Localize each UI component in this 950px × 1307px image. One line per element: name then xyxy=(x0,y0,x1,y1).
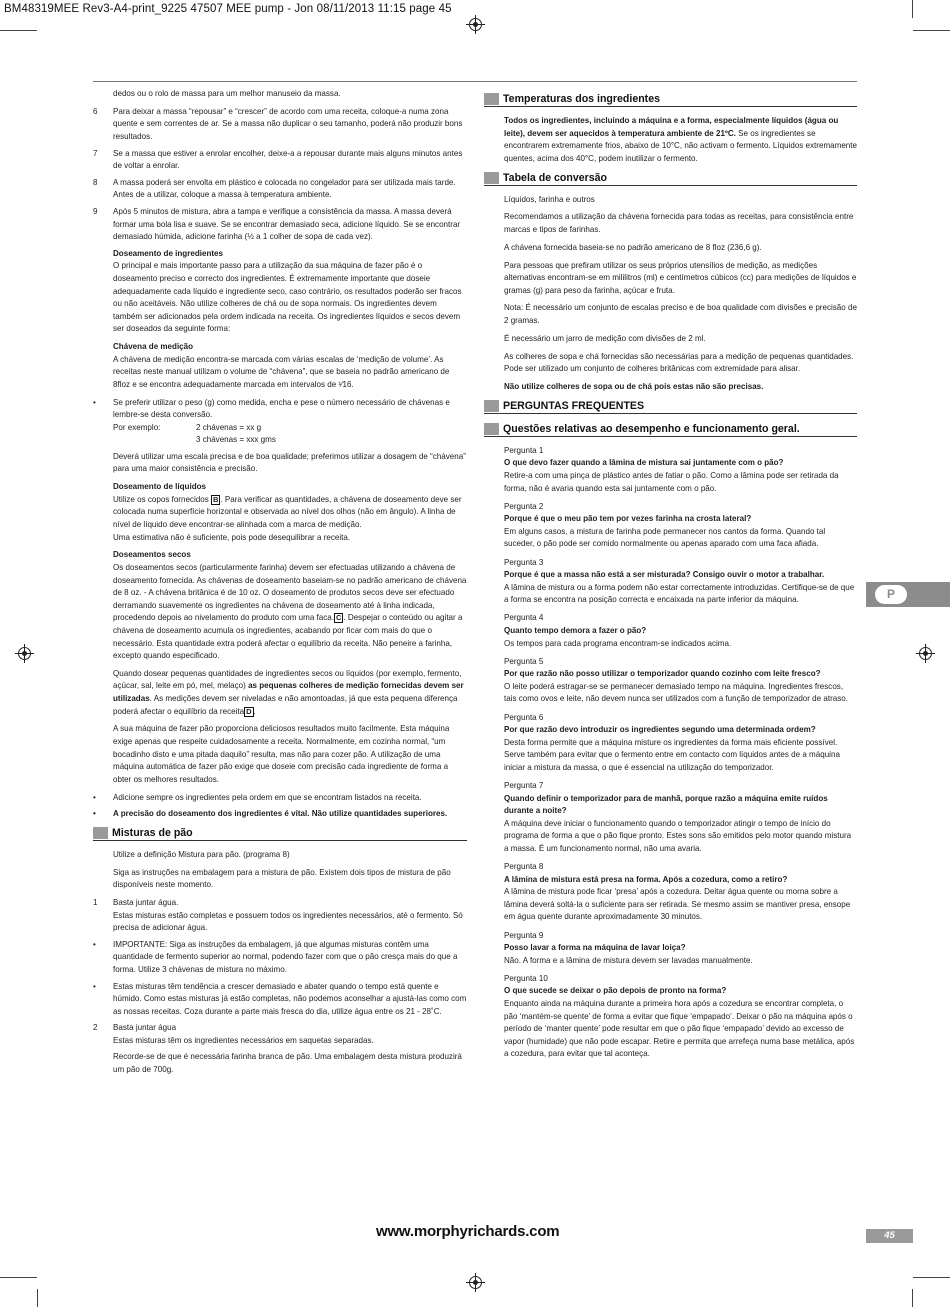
crop-mark xyxy=(913,1277,950,1278)
faq-label: Pergunta 3 xyxy=(504,557,544,567)
crop-mark xyxy=(912,0,913,18)
example-label: Por exemplo: xyxy=(113,422,161,432)
section-heading: PERGUNTAS FREQUENTES xyxy=(484,399,857,414)
paragraph: Siga as instruções na embalagem para a mistura de pão. Existem dois tipos de mistura de pão disponíveis neste momento. xyxy=(113,867,451,890)
faq-answer: A lâmina de mistura pode ficar ‘presa’ após a cozedura. Deitar água quente ou morna sobre a lâmina deverá soltá-la o suficiente para ser retirada. Se mesmo assim se mantiver presa, ensope em água quente durante aproximadamente 30 minutos. xyxy=(504,887,851,922)
paragraph: Utilize os copos fornecidos B . Para verificar as quantidades, a chávena de doseamento deve ser colocada numa superfície horizontal e observada ao nível dos olhos (não em ângulo). A linha de nível de líquido deve encontrar-se alinhada com a marca de medição. Uma estimativa não é suficiente, pois pode desequilibrar a receita. xyxy=(113,494,462,542)
paragraph: Nota: É necessário um conjunto de escalas preciso e de boa qualidade com divisões e precisão de 2 gramas. xyxy=(504,303,857,326)
crop-mark xyxy=(0,30,37,31)
faq-label: Pergunta 9 xyxy=(504,930,544,940)
crop-mark xyxy=(0,1277,37,1278)
paragraph: A sua máquina de fazer pão proporciona deliciosos resultados muito facilmente. Esta máquina exige apenas que respeite cuidadosamente a receita. Normalmente, em cozinha normal, “um bocadinho disto e uma pitada daquilo” resulta, mas não para cozer pão. A utilização de uma máquina automática de fazer pão exige que doseie com precisão cada ingrediente de forma a obter os melhores resultados. xyxy=(113,724,450,784)
numbered-item: 9 Após 5 minutos de mistura, abra a tampa e verifique a consistência da massa. A massa deverá formar uma bola lisa e suave. Se se encontrar demasiado seca, adicione líquido. Se se encontrar demasiado húmida, adicione farinha (½ a 1 colher de sopa de cada vez). xyxy=(93,206,461,242)
faq-label: Pergunta 7 xyxy=(504,781,544,791)
faq-item xyxy=(504,780,857,856)
bullet-item: • Adicione sempre os ingredientes pela ordem em que se encontram listados na receita. xyxy=(93,792,422,802)
faq-question: Porque é que o meu pão tem por vezes farinha na crosta lateral? xyxy=(504,514,752,524)
faq-answer: A lâmina de mistura ou a forma podem não estar correctamente introduzidas. Certifique-se de que a forma se encontra na posição correcta e encaixada na parte inferior da máquina. xyxy=(504,582,855,605)
faq-question: O que sucede se deixar o pão depois de pronto na forma? xyxy=(504,986,727,996)
paragraph: Todos os ingredientes, incluindo a máquina e a forma, especialmente líquidos (água ou leite), devem ser aquecidos à temperatura ambiente de 21ºC. Se os ingredientes se encontrarem extremamente frios, abaixo de 10°C, não activam o fermento. Líquidos extremamente quentes, acima dos 40°C, podem inutilizar o fermento. xyxy=(504,116,857,163)
page-number: 45 xyxy=(866,1229,913,1243)
section-heading: Tabela de conversão xyxy=(484,171,857,186)
paragraph: Os doseamentos secos (particularmente farinha) devem ser efectuadas utilizando a chávena de doseamento fornecida. As chávenas de doseamento baseiam-se no padrão americano de chávena de 8 oz. - A chávena britânica é de 10 oz. O doseamento de produtos secos deve ser efectuado derramando suavemente os ingredientes na chávena de doseamento até à linha indicada, procedendo depois ao nivelamento do produto com uma faca. C . Despejar o conteúdo ou agitar a chávena de doseamento acumula os ingredientes, acabando por ficar com mais do que o necessário. Esta quantidade extra poderá afectar o equilíbrio da receita. Não peneire a farinha, excepto quando especificado. xyxy=(113,562,467,661)
faq-answer: Em alguns casos, a mistura de farinha pode permanecer nos cantos da forma. Quando tal suceder, o pão pode ser comido normalmente ou apenas aparado com uma faca afiada. xyxy=(504,526,826,549)
paragraph: Recomendamos a utilização da chávena fornecida para todas as receitas, para consistência entre marcas e tipos de farinhas. xyxy=(504,212,854,234)
section-heading: Questões relativas ao desempenho e funcionamento geral. xyxy=(484,422,857,437)
paragraph: Deverá utilizar uma escala precisa e de boa qualidade; preferimos utilizar a dosagem de “chávena” para uma maior consistência e precisão. xyxy=(113,451,466,474)
paragraph: dedos ou o rolo de massa para um melhor manuseio da massa. xyxy=(113,89,341,98)
figure-letter-c: C xyxy=(336,613,342,623)
faq-item xyxy=(504,973,857,1061)
figure-letter-d: D xyxy=(246,706,252,716)
crop-mark xyxy=(913,30,950,31)
language-tab xyxy=(866,582,950,607)
paragraph: As colheres de sopa e chá fornecidas são necessárias para a medição de pequenas quantidades. Pode ser utilizado um conjunto de colheres britânicas com extremidade para alisar. xyxy=(504,351,854,374)
paragraph: Para pessoas que prefiram utilizar os seus próprios utensílios de medição, as medições alternativas encontram-se em mililitros (ml) e centímetros cúbicos (cc) para medições de líquidos e gramas (g) para peso da farinha, açúcar e fruta. xyxy=(504,260,857,295)
paragraph: Quando dosear pequenas quantidades de ingredientes secos ou líquidos (por exemplo, fermento, açúcar, sal, leite em pó, mel, melaço) as pequenas colheres de medição fornecidas devem ser utilizadas. As medições devem ser niveladas e não amontoadas, já que esta pequena diferença poderá afectar o equilíbrio da receita D . xyxy=(113,668,464,716)
faq-label: Pergunta 5 xyxy=(504,656,544,666)
faq-answer: Não. A forma e a lâmina de mistura devem ser lavadas manualmente. xyxy=(504,955,753,965)
paragraph: Recorde-se de que é necessária farinha branca de pão. Uma embalagem desta mistura produzirá um pão de 700g. xyxy=(113,1052,462,1075)
bullet-item: • A precisão do doseamento dos ingredientes é vital. Não utilize quantidades superiores. xyxy=(93,809,448,819)
bullet-item: • IMPORTANTE: Siga as instruções da embalagem, já que algumas misturas contêm uma quantidade de fermento superior ao normal, podendo fazer com que o pão cresça mais do que a forma. Utilize 3 chávenas de mistura no máximo. xyxy=(93,939,458,974)
registration-mark-icon xyxy=(18,647,31,660)
faq-label: Pergunta 10 xyxy=(504,973,548,983)
faq-label: Pergunta 8 xyxy=(504,862,544,872)
example-value: 2 chávenas = xx g xyxy=(196,422,262,432)
faq-answer: Enquanto ainda na máquina durante a primeira hora após a cozedura se encontrar completa, o pão ‘mantém-se quente’ de forma a evitar que fique ‘empapado’. Deixar o pão na máquina após o período de ‘manter quente’ pode resultar em que o pão fique ‘empapado’ devido ao excesso de vapor (humidade) que não pode escapar. Retire e permita que arrefeça numa base metálica, após a cozedura, para evitar que tal aconteça. xyxy=(504,999,855,1059)
paragraph: É necessário um jarro de medição com divisões de 2 ml. xyxy=(504,333,706,343)
left-column xyxy=(93,88,467,1082)
crop-mark xyxy=(37,1289,38,1307)
language-letter: P xyxy=(875,585,907,604)
faq-question: Por que razão devo introduzir os ingredientes segundo uma determinada ordem? xyxy=(504,725,816,735)
footer-url: www.morphyrichards.com xyxy=(376,1223,560,1240)
subheading: Chávena de medição xyxy=(113,342,194,352)
registration-mark-icon xyxy=(469,18,482,31)
print-header: BM48319MEE Rev3-A4-print_9225 47507 MEE pump - Jon 08/11/2013 11:15 page 45 xyxy=(4,3,452,15)
numbered-item: 8 A massa poderá ser envolta em plástico e colocada no congelador para ser utilizada mais tarde. Antes de a utilizar, coloque a massa à temperatura ambiente. xyxy=(93,177,456,200)
crop-mark xyxy=(912,1289,913,1307)
paragraph: Líquidos, farinha e outros xyxy=(504,194,595,204)
faq-label: Pergunta 2 xyxy=(504,501,544,511)
faq-list xyxy=(504,445,857,1061)
registration-mark-icon xyxy=(919,647,932,660)
faq-item xyxy=(504,930,857,968)
faq-answer: A máquina deve iniciar o funcionamento quando o temporizador atingir o tempo de início do programa de forma a que o pão fique pronto. Estes sons são emitidos pelo motor quando mistura a massa. É um funcionamento normal, não uma avaria. xyxy=(504,818,852,853)
paragraph: Não utilize colheres de sopa ou de chá pois estas não são precisas. xyxy=(504,382,764,391)
faq-answer: O leite poderá estragar-se se permanecer demasiado tempo na máquina. Ingredientes frescos, tais como ovos e leite, não devem nunca ser utilizados com a função de temporizador de atraso. xyxy=(504,681,848,704)
faq-question: A lâmina de mistura está presa na forma. Após a cozedura, como a retiro? xyxy=(504,874,788,884)
faq-item xyxy=(504,445,857,495)
faq-item xyxy=(504,501,857,551)
figure-letter-b: B xyxy=(212,494,219,504)
subheading: Doseamento de líquidos xyxy=(113,482,206,492)
faq-answer: Retire-a com uma pinça de plástico antes de fatiar o pão. Como a lâmina pode ser retirada da forma, não é avaria quando esta sai juntamente com o pão. xyxy=(504,470,839,493)
numbered-item: 6 Para deixar a massa “repousar” e “crescer” de acordo com uma receita, coloque-a numa zona quente e sem correntes de ar. Se a massa não duplicar o seu tamanho, poderá não produzir bons resultados. xyxy=(93,106,463,141)
faq-item xyxy=(504,612,857,650)
faq-answer: Desta forma permite que a máquina misture os ingredientes da forma mais eficiente possível. Serve também para evitar que o fermento entre em contacto com líquidos antes de a máquina iniciar a mistura da massa, o que é essencial na utilização do temporizador. xyxy=(504,737,840,772)
numbered-item: 2 Basta juntar água Estas misturas têm os ingredientes necessários em saquetas separadas. xyxy=(93,1023,374,1045)
paragraph: A chávena fornecida baseia-se no padrão americano de 8 floz (236,6 g). xyxy=(504,242,762,252)
faq-answer: Os tempos para cada programa encontram-se indicados acima. xyxy=(504,638,732,648)
bullet-item: • Estas misturas têm tendência a crescer demasiado e abater quando o tempo está quente e húmido. Como estas misturas já estão completas, não podemos aconselhar a ajustá-las como com as nossas receitas. Coza durante a parte mais fresca do dia, utilize água entre os 21 - 28˚C. xyxy=(93,981,467,1016)
faq-question: Quando definir o temporizador para de manhã, porque razão a máquina emite ruídos durante a noite? xyxy=(504,793,828,816)
faq-question: O que devo fazer quando a lâmina de mistura sai juntamente com o pão? xyxy=(504,458,784,468)
subheading: Doseamentos secos xyxy=(113,550,191,560)
section-heading: Misturas de pão xyxy=(93,826,467,841)
faq-item xyxy=(504,656,857,706)
faq-question: Quanto tempo demora a fazer o pão? xyxy=(504,626,647,635)
paragraph: A chávena de medição encontra-se marcada com várias escalas de ‘medição de volume’. As receitas neste manual utilizam o volume de “chávena”, que se baseia no padrão americano de 8floz e se encontra adequadamente marcada em intervalos de ¹⁄16. xyxy=(113,354,450,389)
faq-label: Pergunta 6 xyxy=(504,712,544,722)
numbered-item: 7 Se a massa que estiver a enrolar encolher, deixe-a a repousar durante mais alguns minutos antes de voltar a enrolar. xyxy=(93,148,463,171)
subheading: Doseamento de ingredientes xyxy=(113,248,224,258)
numbered-item: 1 Basta juntar água. Estas misturas estão completas e possuem todos os ingredientes necessários, até o fermento. Só precisa de adicionar água. xyxy=(93,897,463,933)
registration-mark-icon xyxy=(469,1276,482,1289)
faq-item xyxy=(504,557,857,607)
faq-item xyxy=(504,861,857,924)
faq-label: Pergunta 1 xyxy=(504,445,544,455)
paragraph: O principal e mais importante passo para a utilização da sua máquina de fazer pão é o doseamento preciso e correcto dos ingredientes. É extremamente importante que doseie adequadamente cada líquido e ingrediente seco, caso contrário, os resultados poderão ser fracos ou não aceitáveis. Não utilize colheres de chá ou de sopa normais. Os ingredientes devem também ser adicionados pela ordem indicada na receita. Os ingredientes líquidos e secos devem ser doseados da seguinte forma: xyxy=(113,261,462,334)
example-value: 3 chávenas = xxx gms xyxy=(196,435,276,445)
faq-question: Porque é que a massa não está a ser misturada? Consigo ouvir o motor a trabalhar. xyxy=(504,570,825,580)
section-heading: Temperaturas dos ingredientes xyxy=(484,92,857,107)
faq-question: Por que razão não posso utilizar o temporizador quando cozinho com leite fresco? xyxy=(504,669,821,679)
faq-item xyxy=(504,712,857,775)
right-column xyxy=(504,92,857,1067)
faq-label: Pergunta 4 xyxy=(504,613,544,623)
top-rule xyxy=(93,81,857,82)
paragraph: Utilize a definição Mistura para pão. (programa 8) xyxy=(113,849,290,859)
faq-question: Posso lavar a forma na máquina de lavar loiça? xyxy=(504,943,686,953)
bullet-item: • Se preferir utilizar o peso (g) como medida, encha e pese o número necessário de chávenas e lembre-se desta conversão. Por exemplo: 2 chávenas = xx g 3 chávenas = xxx gms xyxy=(93,397,467,447)
